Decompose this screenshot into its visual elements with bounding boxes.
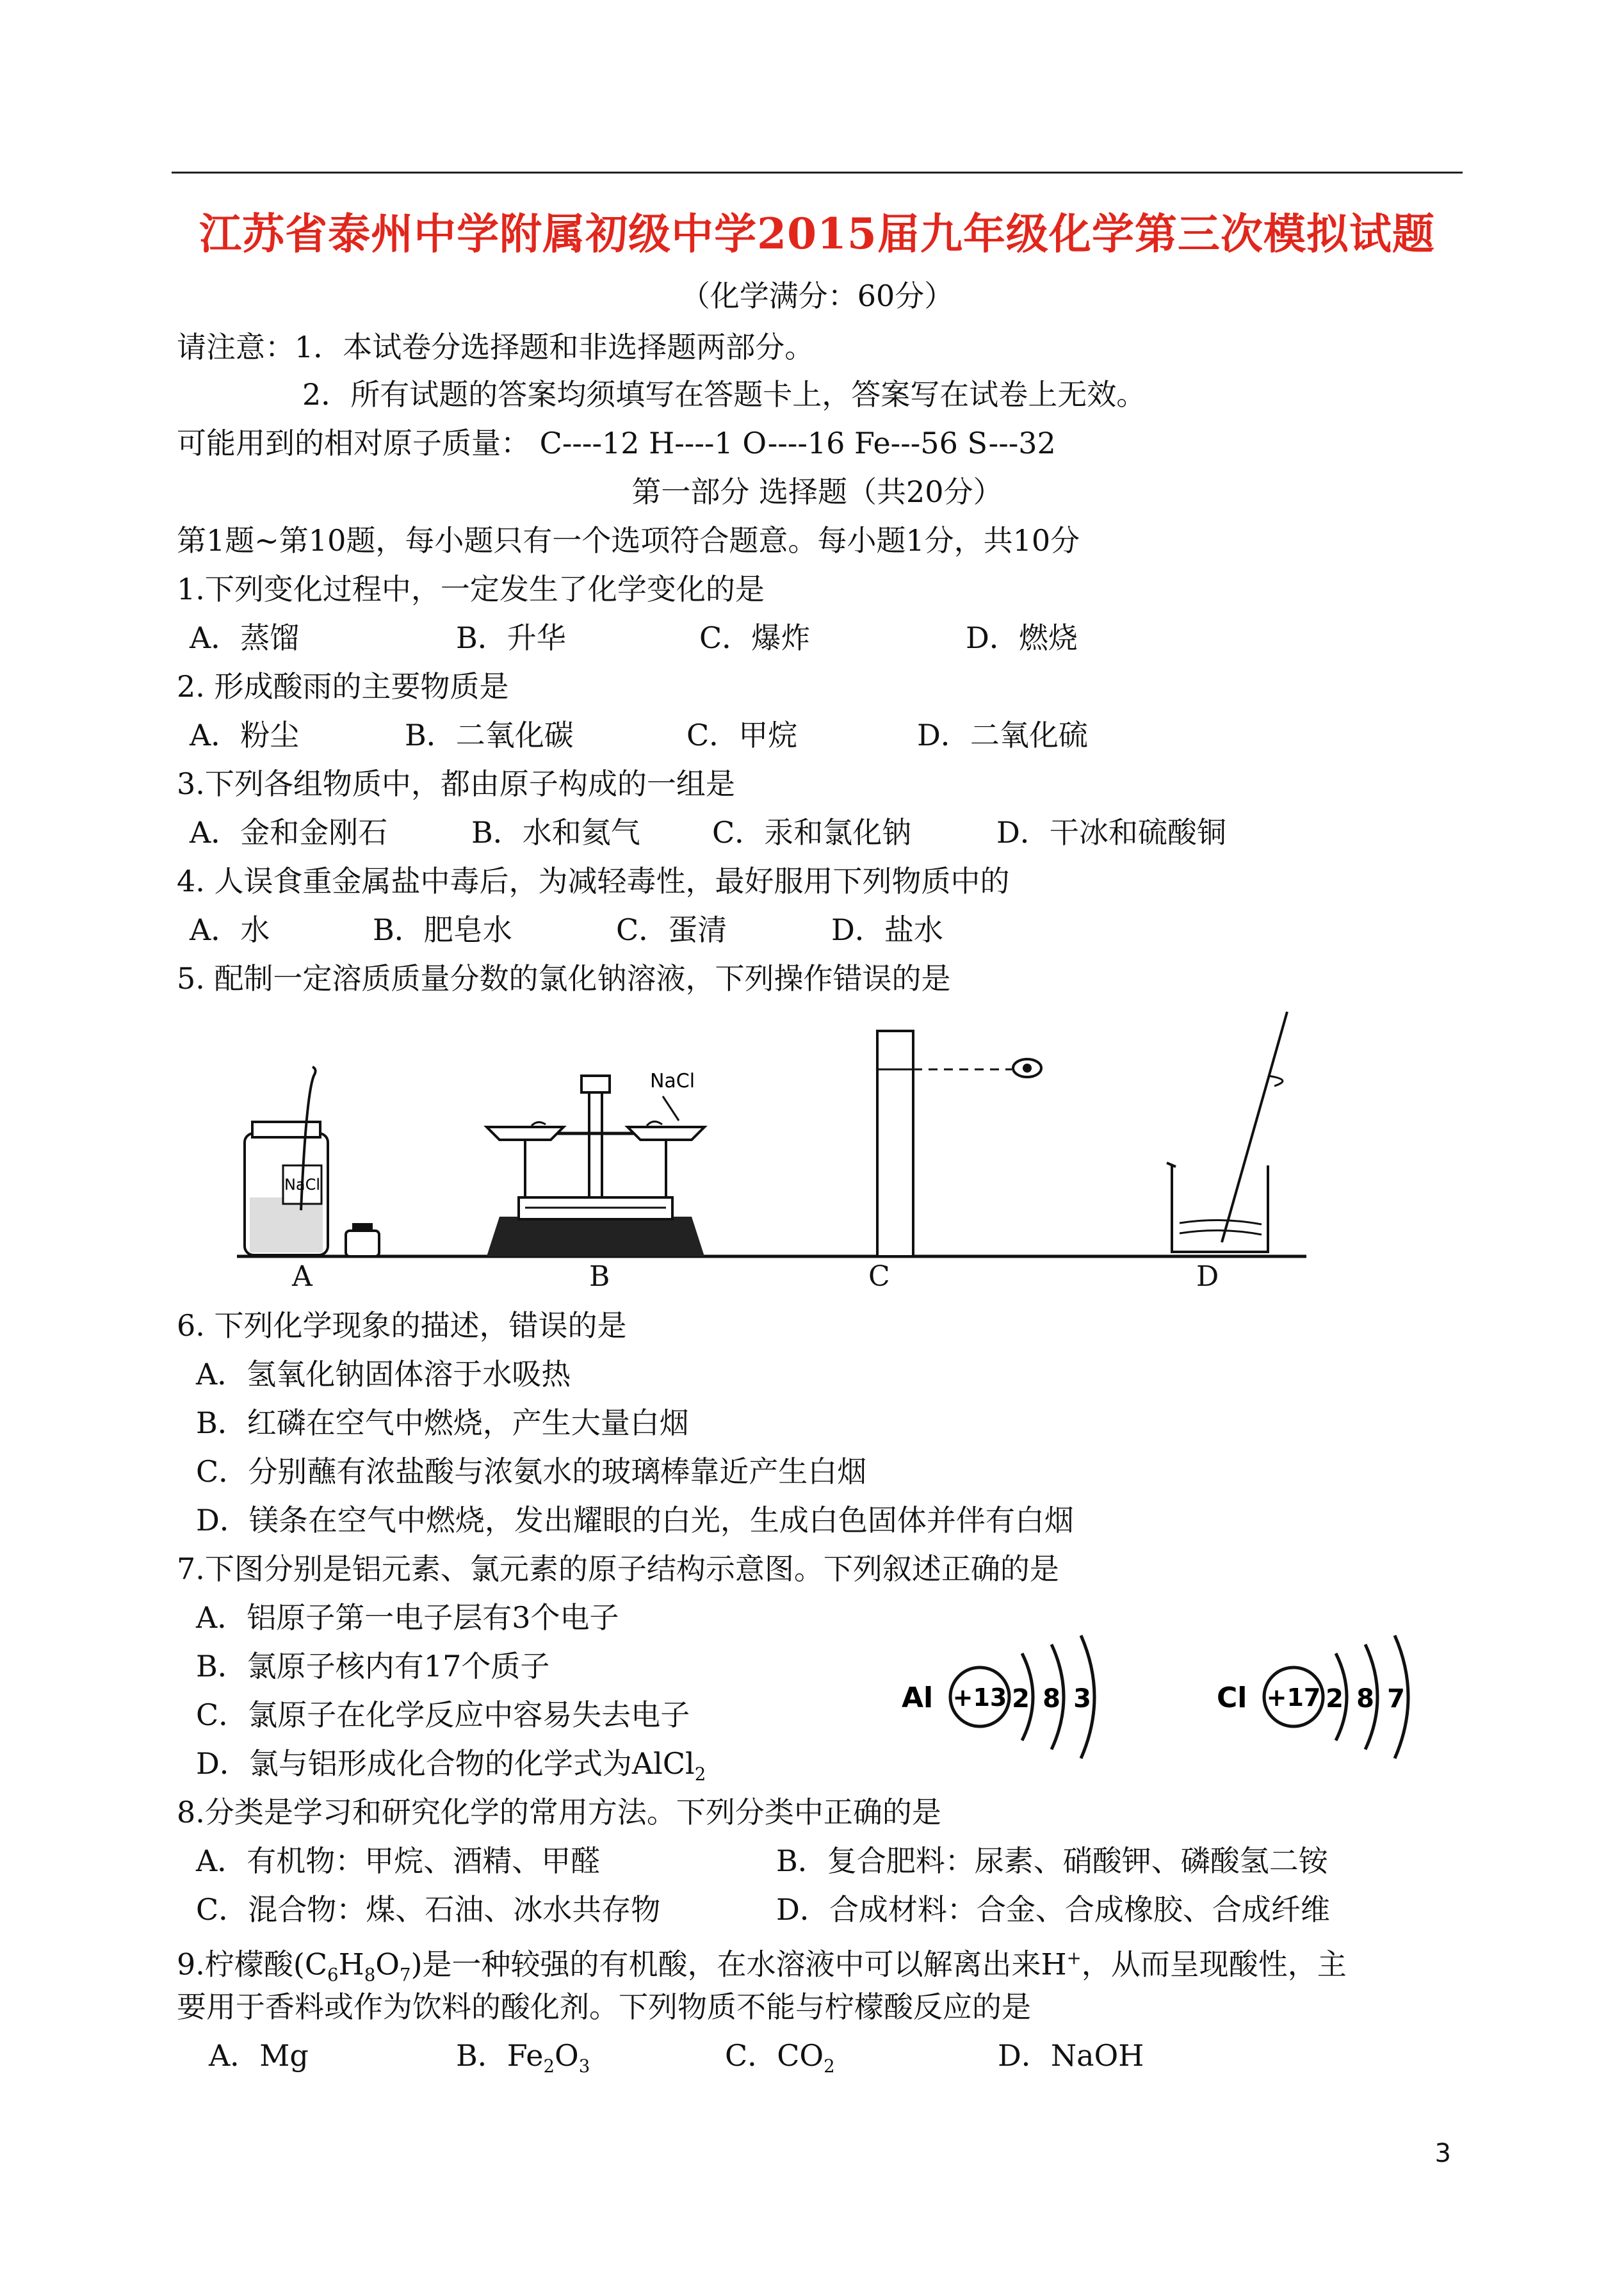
q6-option-a: A．氢氧化钠固体溶于水吸热 bbox=[196, 1357, 571, 1391]
balance-label: NaCl bbox=[649, 1070, 695, 1092]
q4-option-a: A．水 bbox=[190, 912, 270, 947]
top-rule bbox=[172, 172, 1463, 174]
cl-nucleus: +17 bbox=[1266, 1683, 1321, 1712]
q4-option-d: D．盐水 bbox=[831, 912, 943, 947]
q5-label-a: A bbox=[292, 1260, 313, 1293]
q1-option-a: A．蒸馏 bbox=[190, 620, 300, 655]
cl-shell-2: 8 bbox=[1356, 1684, 1374, 1714]
part1-heading: 第一部分 选择题（共20分） bbox=[631, 474, 1003, 509]
page-number: 3 bbox=[1434, 2139, 1451, 2168]
q9-text-h: H bbox=[338, 1947, 364, 1982]
q9-text-o: O bbox=[375, 1947, 400, 1982]
exam-subtitle: （化学满分：60分） bbox=[680, 279, 954, 313]
q5-label-c: C bbox=[868, 1260, 890, 1293]
q9-stem-line-2: 要用于香料或作为饮料的酸化剂。下列物质不能与柠檬酸反应的是 bbox=[177, 1990, 1031, 2024]
q9-option-c-text: C．CO bbox=[725, 2038, 824, 2073]
q9-sup-plus: + bbox=[1066, 1947, 1082, 1968]
reagent-jar-drawing bbox=[245, 1067, 379, 1256]
q7-option-b: B．氯原子核内有17个质子 bbox=[196, 1649, 550, 1683]
notice-item-2: 2．所有试题的答案均须填写在答题卡上，答案写在试卷上无效。 bbox=[302, 377, 1146, 412]
al-shell-2: 8 bbox=[1043, 1684, 1060, 1714]
q6-option-d: D．镁条在空气中燃烧，发出耀眼的白光，生成白色固体并伴有白烟 bbox=[196, 1503, 1074, 1537]
q4-option-c: C．蛋清 bbox=[616, 912, 727, 947]
al-symbol: Al bbox=[902, 1682, 934, 1714]
q7-option-d bbox=[196, 1744, 706, 1794]
q2-option-b: B．二氧化碳 bbox=[405, 718, 574, 752]
q2-option-a: A．粉尘 bbox=[190, 718, 300, 752]
exam-title: 江苏省泰州中学附属初级中学2015届九年级化学第三次模拟试题 bbox=[199, 209, 1435, 259]
q2-stem: 2. 形成酸雨的主要物质是 bbox=[177, 669, 509, 704]
q7-option-d-text: D．氯与铝形成化合物的化学式为AlCl bbox=[196, 1746, 695, 1781]
notice-label: 请注意： bbox=[177, 330, 295, 364]
q9-stem-line-1 bbox=[177, 1939, 1347, 1995]
q3-option-d: D．干冰和硫酸铜 bbox=[996, 815, 1226, 850]
q6-stem: 6. 下列化学现象的描述，错误的是 bbox=[177, 1308, 627, 1343]
q9-option-b-text: B．Fe bbox=[456, 2038, 544, 2073]
q8-option-c: C．混合物：煤、石油、冰水共存物 bbox=[196, 1892, 661, 1927]
cl-shell-3: 7 bbox=[1387, 1684, 1405, 1714]
q9-text-b: )是一种较强的有机酸，在水溶液中可以解离出来H bbox=[410, 1947, 1067, 1982]
q8-option-a: A．有机物：甲烷、酒精、甲醛 bbox=[196, 1844, 601, 1878]
al-atom-diagram bbox=[902, 1635, 1094, 1758]
cl-shell-1: 2 bbox=[1326, 1684, 1344, 1714]
notice-line-1 bbox=[177, 328, 814, 366]
q5-stem: 5. 配制一定溶质质量分数的氯化钠溶液，下列操作错误的是 bbox=[177, 961, 951, 996]
q7-figure bbox=[884, 1626, 1447, 1767]
q8-option-b: B．复合肥料：尿素、硝酸钾、磷酸氢二铵 bbox=[776, 1844, 1328, 1878]
q9-sub-6: 6 bbox=[327, 1964, 339, 1986]
measuring-cylinder-drawing bbox=[877, 1031, 1041, 1256]
q5-label-d: D bbox=[1196, 1260, 1219, 1293]
q2-option-d: D．二氧化硫 bbox=[917, 718, 1088, 752]
atomic-masses: 可能用到的相对原子质量： C----12 H----1 O----16 Fe---56 S---32 bbox=[177, 426, 1056, 460]
q7-option-c: C．氯原子在化学反应中容易失去电子 bbox=[196, 1698, 690, 1732]
q9-option-b bbox=[456, 2036, 590, 2086]
q1-stem: 1.下列变化过程中，一定发生了化学变化的是 bbox=[177, 572, 765, 606]
q1-option-b: B．升华 bbox=[456, 620, 566, 655]
q9-text-a: 9.柠檬酸(C bbox=[177, 1947, 328, 1982]
q9-option-b-sub-2: 3 bbox=[578, 2056, 590, 2077]
q8-option-d: D．合成材料：合金、合成橡胶、合成纤维 bbox=[776, 1892, 1330, 1927]
q4-option-b: B．肥皂水 bbox=[373, 912, 512, 947]
q9-option-b-o: O bbox=[555, 2038, 579, 2073]
al-shell-1: 2 bbox=[1012, 1684, 1030, 1714]
q5-label-b: B bbox=[589, 1260, 610, 1293]
q1-option-c: C．爆炸 bbox=[699, 620, 811, 655]
q2-option-c: C．甲烷 bbox=[686, 718, 798, 752]
cl-symbol: Cl bbox=[1217, 1682, 1247, 1714]
q1-option-d: D．燃烧 bbox=[966, 620, 1078, 655]
al-shell-3: 3 bbox=[1073, 1684, 1091, 1714]
q8-stem: 8.分类是学习和研究化学的常用方法。下列分类中正确的是 bbox=[177, 1795, 941, 1829]
balance-drawing bbox=[487, 1076, 704, 1256]
q9-option-c-sub: 2 bbox=[824, 2056, 835, 2077]
section-instruction: 第1题~第10题，每小题只有一个选项符合题意。每小题1分，共10分 bbox=[177, 523, 1080, 558]
q7-option-d-sub: 2 bbox=[694, 1764, 706, 1785]
al-nucleus: +13 bbox=[952, 1683, 1007, 1712]
q3-stem: 3.下列各组物质中，都由原子构成的一组是 bbox=[177, 766, 735, 801]
notice-item-1: 1．本试卷分选择题和非选择题两部分。 bbox=[295, 330, 815, 364]
q3-option-c: C．汞和氯化钠 bbox=[712, 815, 912, 850]
q9-sub-7: 7 bbox=[400, 1964, 411, 1986]
q9-option-b-sub-1: 2 bbox=[543, 2056, 555, 2077]
jar-label: NaCl bbox=[284, 1176, 321, 1194]
q9-option-a: A．Mg bbox=[209, 2038, 309, 2073]
q9-option-c bbox=[725, 2036, 835, 2086]
cl-atom-diagram bbox=[1217, 1635, 1408, 1758]
q5-figure bbox=[231, 1005, 1319, 1274]
q6-option-c: C．分别蘸有浓盐酸与浓氨水的玻璃棒靠近产生白烟 bbox=[196, 1454, 867, 1489]
q9-sub-8: 8 bbox=[364, 1964, 376, 1986]
q3-option-a: A．金和金刚石 bbox=[190, 815, 388, 850]
q6-option-b: B．红磷在空气中燃烧，产生大量白烟 bbox=[196, 1406, 689, 1440]
q4-stem: 4. 人误食重金属盐中毒后，为减轻毒性，最好服用下列物质中的 bbox=[177, 864, 1010, 898]
q7-stem: 7.下图分别是铝元素、氯元素的原子结构示意图。下列叙述正确的是 bbox=[177, 1552, 1059, 1586]
beaker-drawing bbox=[1167, 1012, 1287, 1252]
q3-option-b: B．水和氦气 bbox=[471, 815, 640, 850]
q7-option-a: A．铝原子第一电子层有3个电子 bbox=[196, 1600, 619, 1635]
q9-option-d: D．NaOH bbox=[998, 2038, 1144, 2073]
q9-text-c: ，从而呈现酸性，主 bbox=[1081, 1947, 1347, 1982]
